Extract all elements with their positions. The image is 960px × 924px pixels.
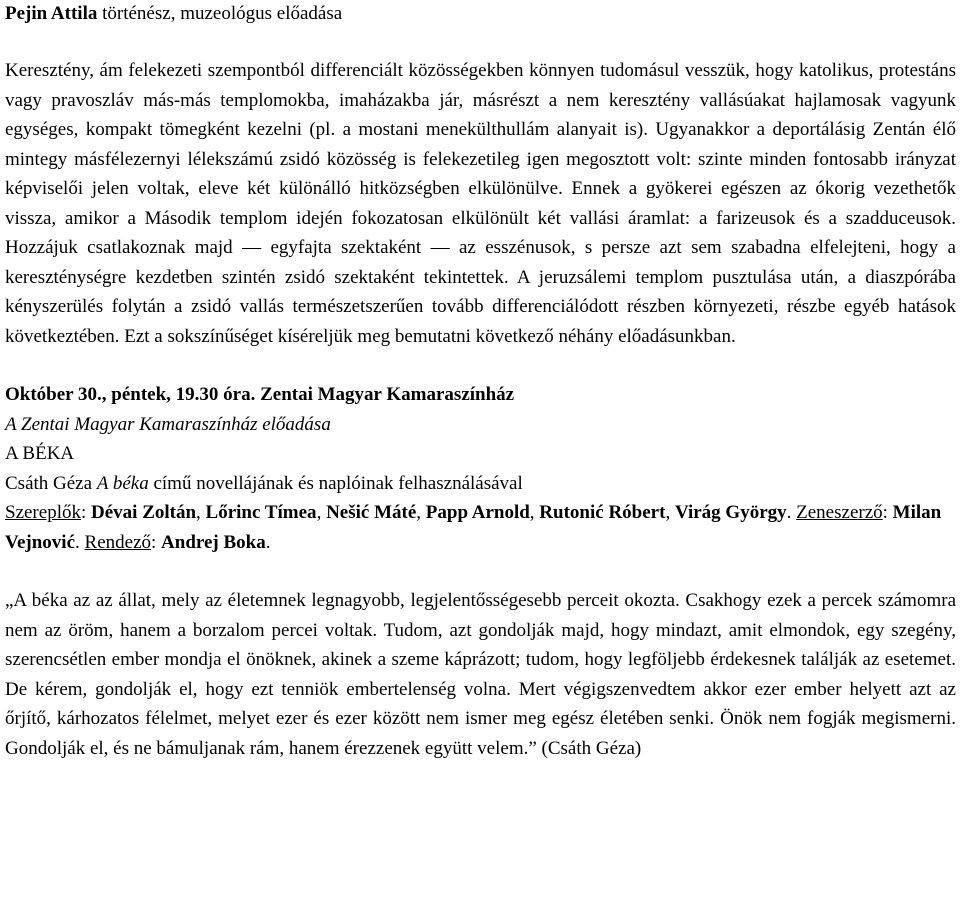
event-source	[5, 469, 956, 499]
event-title: A BÉKA	[5, 443, 75, 464]
lecturer-name: Pejin Attila	[5, 3, 98, 24]
cast-member: Rutonić Róbert	[539, 502, 666, 523]
director-name: Andrej Boka	[161, 531, 266, 553]
director-label: Rendező	[84, 531, 152, 553]
cast-member: Dévai Zoltán	[91, 502, 197, 523]
lecturer-role: történész, muzeológus előadása	[97, 3, 343, 24]
quote-paragraph: „A béka az az állat, mely az életemnek legnagyobb, legjelentősségesebb perceit okozta. Csakhogy ezek a percek számomra nem az öröm, hanem a borzalom percei voltak. Tudom, azt gondolják majd, hogy mindazt, amit elmondok, egy szegény, szerencsétlen ember mondja el önöknek, akinek a szeme káprázott; tudom, hogy legföljebb érdekesnek találják az esetemet. De kérem, gondolják el, hogy ezt tenniök embertelenség volna. Mert végigszenvedtem akkor ezer ember helyett azt az őrjítő, kárhozatos félelmet, melyet ezer és ezer között nem ismer meg egész életében senki. Önök nem fogják megismerni. Gondolják el, és ne bámuljanak rám, hanem érezzenek együtt velem.” (Csáth Géza)	[5, 590, 956, 759]
event-production: A Zentai Magyar Kamaraszínház előadása	[5, 413, 331, 435]
cast-label: Szereplők	[5, 502, 81, 523]
intro-paragraph: Keresztény, ám felekezeti szempontból differenciált közösségekben könnyen tudomásul vesszük, hogy katolikus, protestáns vagy pravoszláv más-más templomokba, imaházakba jár, másrészt a nem keresztény vallásúakat hajlamosak vagyunk egységes, kompakt tömegként kezelni (pl. a mostani menekülthullám alanyait is). Ugyanakkor a deportálásig Zentán élő mintegy másfélezernyi lélekszámú zsidó közösség is felekezetileg igen megosztott volt: szinte minden fontosabb irányzat képviselői jelen voltak, eleve két különálló hitközségben elkülönülve. Ennek a gyökerei egészen az ókorig vezethetők vissza, amikor a Második templom idején fokozatosan elkülönült két vallási áramlat: a farizeusok és a szadduceusok. Hozzájuk csatlakoznak majd — egyfajta szektaként — az esszénusok, s persze azt sem szabadna elfelejteni, hogy a kereszténységre kezdetben szintén zsidó szektaként tekintettek. A jeruzsálemi templom pusztulása után, a diaszpórába kényszerülés folytán a zsidó vallás természetszerűen tovább differenciálódott részben környezeti, részbe egyéb hatások következtében. Ezt a sokszínűséget kíséreljük meg bemutatni következő néhány előadásunkban.	[5, 60, 956, 347]
cast-member: Nešić Máté	[326, 502, 417, 523]
cast-member: Papp Arnold	[425, 502, 530, 523]
event-venue: Zentai Magyar Kamaraszínház	[255, 384, 515, 405]
source-work: A béka	[96, 472, 149, 494]
event-heading	[5, 380, 956, 410]
source-description: című novellájának és naplóinak felhasználásával	[148, 472, 523, 494]
event-credits: Szereplők: Dévai Zoltán, Lőrinc Tímea, Nešić Máté, Papp Arnold, Rutonić Róbert, Virág György. Zeneszerző: Milan Vejnović. Rendező: Andrej Boka.	[5, 502, 942, 553]
lecture-header	[5, 0, 956, 27]
composer-label: Zeneszerző	[796, 502, 883, 523]
cast-member: Lőrinc Tímea	[205, 502, 317, 523]
event-block	[5, 380, 956, 557]
composer-name: Milan Vejnović	[5, 502, 942, 553]
cast-member: Virág György	[674, 502, 787, 523]
source-author: Csáth Géza	[5, 472, 97, 494]
event-date: Október 30., péntek, 19.30 óra.	[5, 384, 256, 405]
